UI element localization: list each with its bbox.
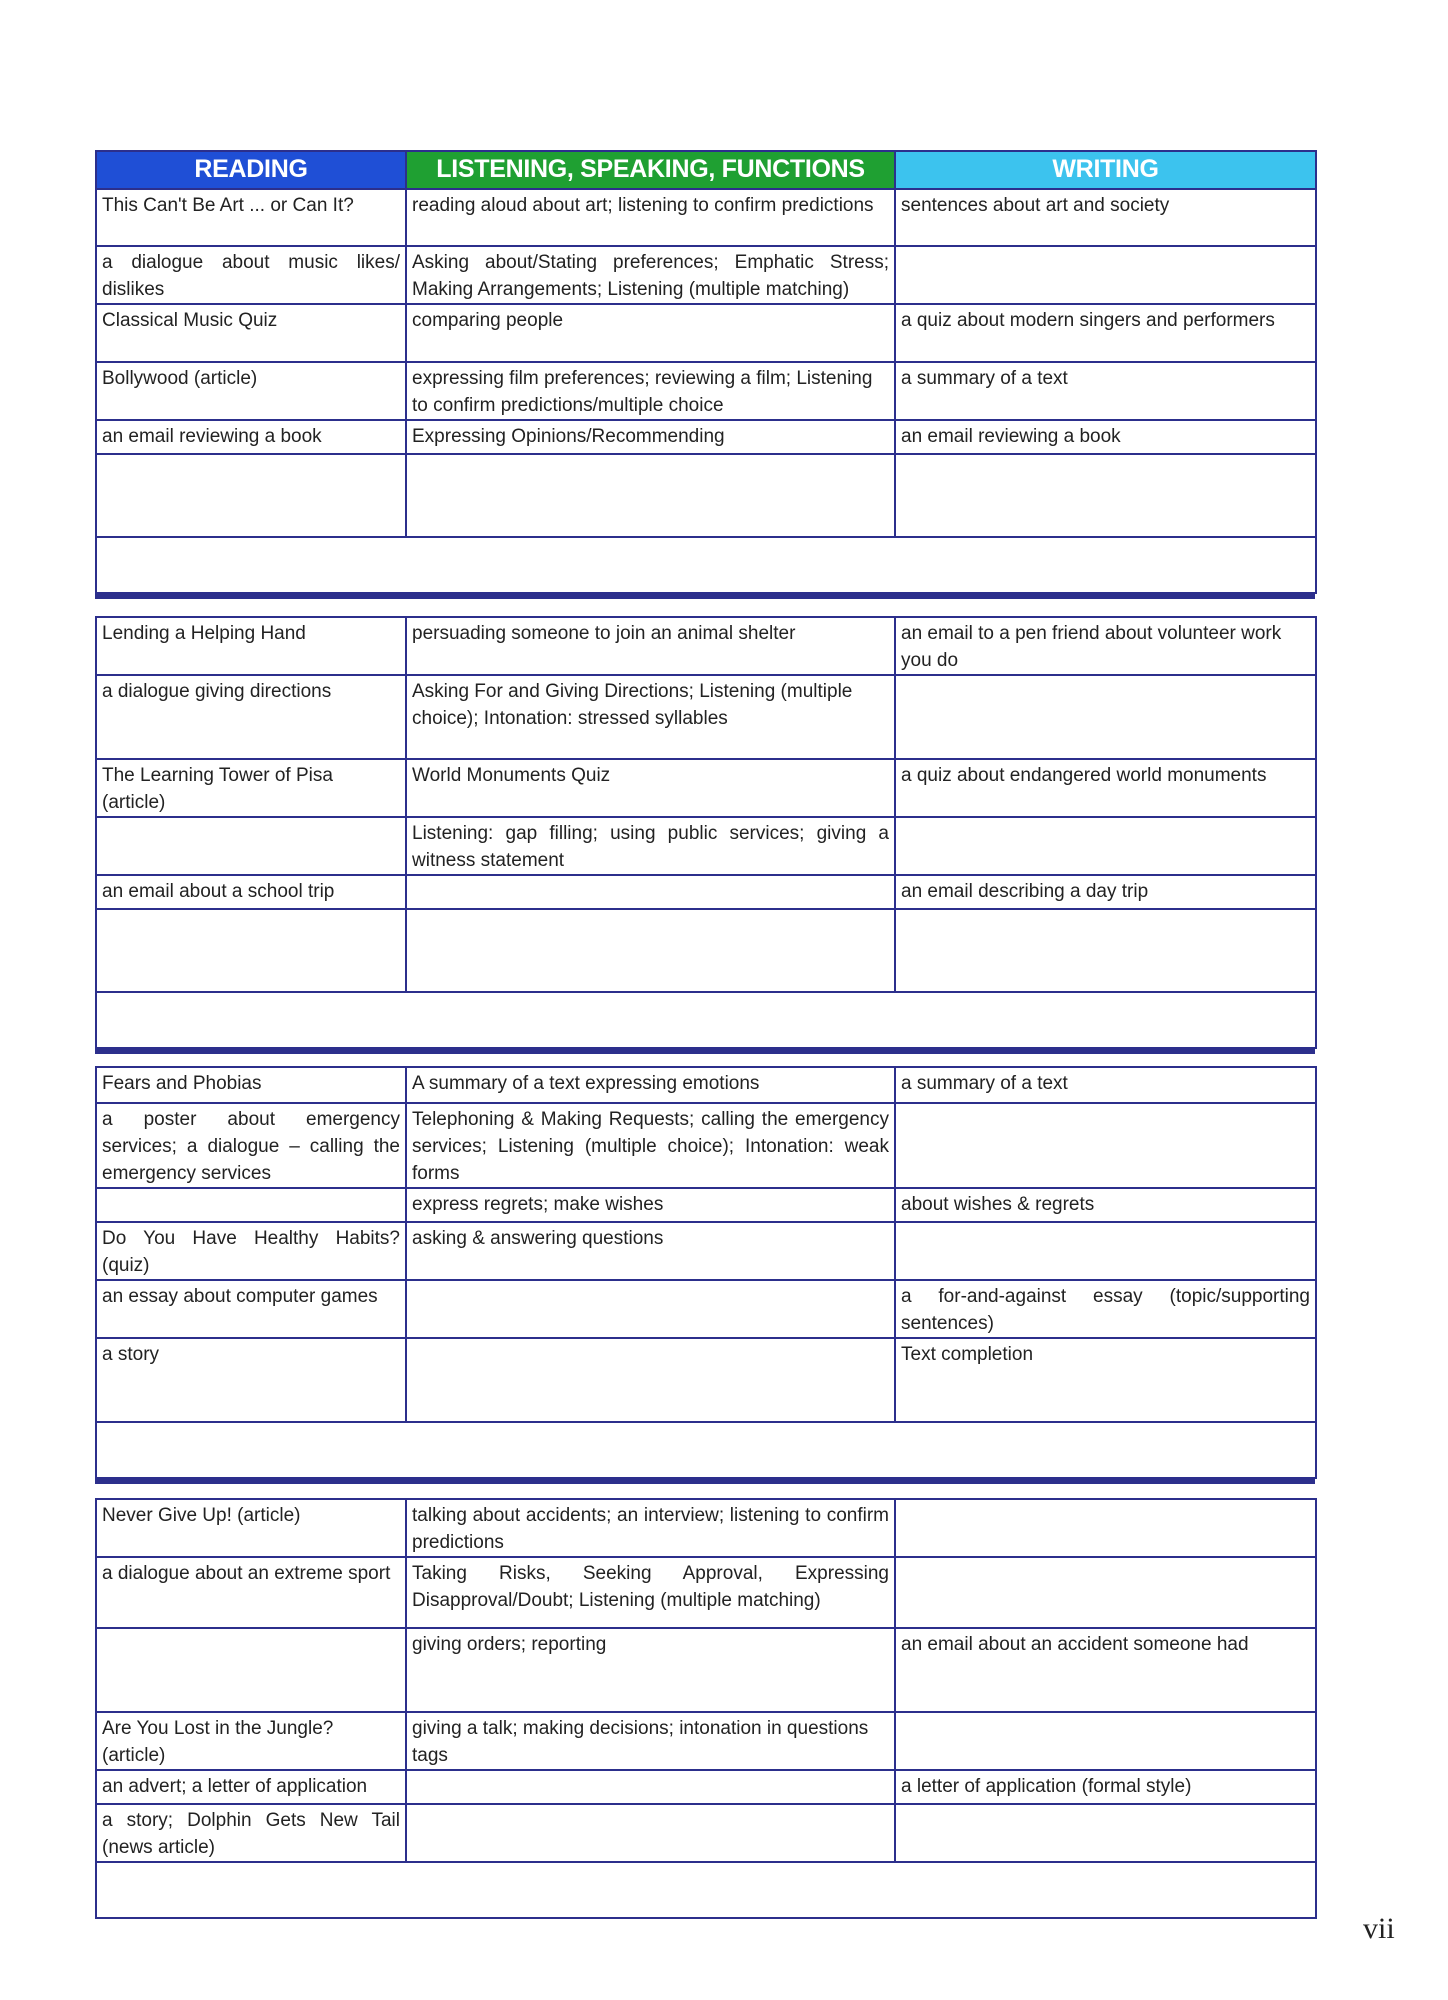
reading-cell: an advert; a letter of application xyxy=(96,1770,406,1804)
writing-cell xyxy=(895,1712,1316,1770)
reading-cell: This Can't Be Art ... or Can It? xyxy=(96,189,406,246)
listening-cell: Asking For and Giving Directions; Listening (multiple choice); Intonation: stressed syllables xyxy=(406,675,895,759)
unit-divider xyxy=(95,1049,1315,1054)
listening-cell xyxy=(406,454,895,537)
reading-cell xyxy=(96,454,406,537)
reading-cell xyxy=(96,1188,406,1222)
unit-footer-cell xyxy=(96,1422,1316,1478)
reading-cell: a dialogue about music likes/ dislikes xyxy=(96,246,406,304)
writing-cell xyxy=(895,675,1316,759)
reading-cell: Bollywood (article) xyxy=(96,362,406,420)
writing-cell: a summary of a text xyxy=(895,362,1316,420)
writing-cell xyxy=(895,1103,1316,1188)
listening-cell xyxy=(406,1770,895,1804)
table-row xyxy=(96,1103,1316,1188)
table-row xyxy=(96,189,1316,246)
table-row xyxy=(96,1222,1316,1280)
listening-cell xyxy=(406,1280,895,1338)
table-row xyxy=(96,759,1316,817)
listening-cell: persuading someone to join an animal shelter xyxy=(406,617,895,675)
writing-cell xyxy=(895,909,1316,992)
writing-cell: an email about an accident someone had xyxy=(895,1628,1316,1712)
table-row xyxy=(96,1804,1316,1862)
writing-cell xyxy=(895,1499,1316,1557)
listening-cell: A summary of a text expressing emotions xyxy=(406,1067,895,1103)
reading-cell: Fears and Phobias xyxy=(96,1067,406,1103)
unit-table-1 xyxy=(95,150,1317,594)
table-row xyxy=(96,1770,1316,1804)
listening-cell: comparing people xyxy=(406,304,895,362)
listening-cell: World Monuments Quiz xyxy=(406,759,895,817)
listening-cell: asking & answering questions xyxy=(406,1222,895,1280)
listening-cell: talking about accidents; an interview; listening to confirm predictions xyxy=(406,1499,895,1557)
header-reading: READING xyxy=(96,151,406,189)
table-row xyxy=(96,362,1316,420)
reading-cell: Classical Music Quiz xyxy=(96,304,406,362)
writing-cell: a quiz about endangered world monuments xyxy=(895,759,1316,817)
writing-cell xyxy=(895,1222,1316,1280)
table-row xyxy=(96,617,1316,675)
reading-cell: an email about a school trip xyxy=(96,875,406,909)
reading-cell: The Learning Tower of Pisa (article) xyxy=(96,759,406,817)
unit-table-4 xyxy=(95,1498,1317,1919)
table-row xyxy=(96,246,1316,304)
listening-cell: express regrets; make wishes xyxy=(406,1188,895,1222)
reading-cell: a dialogue giving directions xyxy=(96,675,406,759)
table-row xyxy=(96,817,1316,875)
writing-cell: a for-and-against essay (topic/supporting sentences) xyxy=(895,1280,1316,1338)
unit-divider xyxy=(95,1479,1315,1484)
reading-cell: Do You Have Healthy Habits? (quiz) xyxy=(96,1222,406,1280)
table-row xyxy=(96,875,1316,909)
unit-footer-cell xyxy=(96,1862,1316,1918)
header-row xyxy=(96,151,1316,189)
writing-cell: a letter of application (formal style) xyxy=(895,1770,1316,1804)
listening-cell xyxy=(406,1804,895,1862)
writing-cell xyxy=(895,1557,1316,1628)
table-row xyxy=(96,454,1316,537)
writing-cell: an email describing a day trip xyxy=(895,875,1316,909)
writing-cell: an email to a pen friend about volunteer work you do xyxy=(895,617,1316,675)
unit-footer-cell xyxy=(96,992,1316,1048)
writing-cell: Text completion xyxy=(895,1338,1316,1422)
listening-cell: Asking about/Stating preferences; Emphatic Stress; Making Arrangements; Listening (multiple matching) xyxy=(406,246,895,304)
writing-cell: a summary of a text xyxy=(895,1067,1316,1103)
table-row xyxy=(96,304,1316,362)
unit-divider xyxy=(95,594,1315,599)
reading-cell: a dialogue about an extreme sport xyxy=(96,1557,406,1628)
listening-cell xyxy=(406,875,895,909)
unit-footer-row xyxy=(96,1422,1316,1478)
table-row xyxy=(96,1280,1316,1338)
reading-cell xyxy=(96,817,406,875)
listening-cell: Listening: gap filling; using public services; giving a witness statement xyxy=(406,817,895,875)
unit-footer-row xyxy=(96,1862,1316,1918)
writing-cell xyxy=(895,246,1316,304)
table-row xyxy=(96,1499,1316,1557)
page-number: vii xyxy=(1363,1912,1395,1945)
reading-cell xyxy=(96,1628,406,1712)
table-row xyxy=(96,1628,1316,1712)
listening-cell: giving a talk; making decisions; intonation in questions tags xyxy=(406,1712,895,1770)
writing-cell xyxy=(895,454,1316,537)
listening-cell xyxy=(406,909,895,992)
table-row xyxy=(96,1067,1316,1103)
reading-cell xyxy=(96,909,406,992)
writing-cell: sentences about art and society xyxy=(895,189,1316,246)
reading-cell: a story xyxy=(96,1338,406,1422)
listening-cell: Expressing Opinions/Recommending xyxy=(406,420,895,454)
writing-cell: about wishes & regrets xyxy=(895,1188,1316,1222)
table-row xyxy=(96,1188,1316,1222)
writing-cell xyxy=(895,1804,1316,1862)
syllabus-page xyxy=(95,150,1315,1919)
table-row xyxy=(96,1338,1316,1422)
listening-cell: Taking Risks, Seeking Approval, Expressing Disapproval/Doubt; Listening (multiple matching) xyxy=(406,1557,895,1628)
writing-cell: an email reviewing a book xyxy=(895,420,1316,454)
table-row xyxy=(96,1712,1316,1770)
reading-cell: a story; Dolphin Gets New Tail (news article) xyxy=(96,1804,406,1862)
unit-footer-cell xyxy=(96,537,1316,593)
unit-table-2 xyxy=(95,616,1317,1049)
listening-cell: reading aloud about art; listening to confirm predictions xyxy=(406,189,895,246)
listening-cell: expressing film preferences; reviewing a film; Listening to confirm predictions/multiple choice xyxy=(406,362,895,420)
reading-cell: Lending a Helping Hand xyxy=(96,617,406,675)
reading-cell: a poster about emergency services; a dialogue – calling the emergency services xyxy=(96,1103,406,1188)
header-listening: LISTENING, SPEAKING, FUNCTIONS xyxy=(406,151,895,189)
unit-footer-row xyxy=(96,537,1316,593)
table-row xyxy=(96,1557,1316,1628)
unit-table-3 xyxy=(95,1066,1317,1479)
reading-cell: Are You Lost in the Jungle? (article) xyxy=(96,1712,406,1770)
reading-cell: Never Give Up! (article) xyxy=(96,1499,406,1557)
table-row xyxy=(96,420,1316,454)
listening-cell: Telephoning & Making Requests; calling the emergency services; Listening (multiple choice); Intonation: weak forms xyxy=(406,1103,895,1188)
header-writing: WRITING xyxy=(895,151,1316,189)
writing-cell xyxy=(895,817,1316,875)
writing-cell: a quiz about modern singers and performers xyxy=(895,304,1316,362)
listening-cell xyxy=(406,1338,895,1422)
table-row xyxy=(96,909,1316,992)
reading-cell: an email reviewing a book xyxy=(96,420,406,454)
listening-cell: giving orders; reporting xyxy=(406,1628,895,1712)
unit-footer-row xyxy=(96,992,1316,1048)
reading-cell: an essay about computer games xyxy=(96,1280,406,1338)
table-row xyxy=(96,675,1316,759)
